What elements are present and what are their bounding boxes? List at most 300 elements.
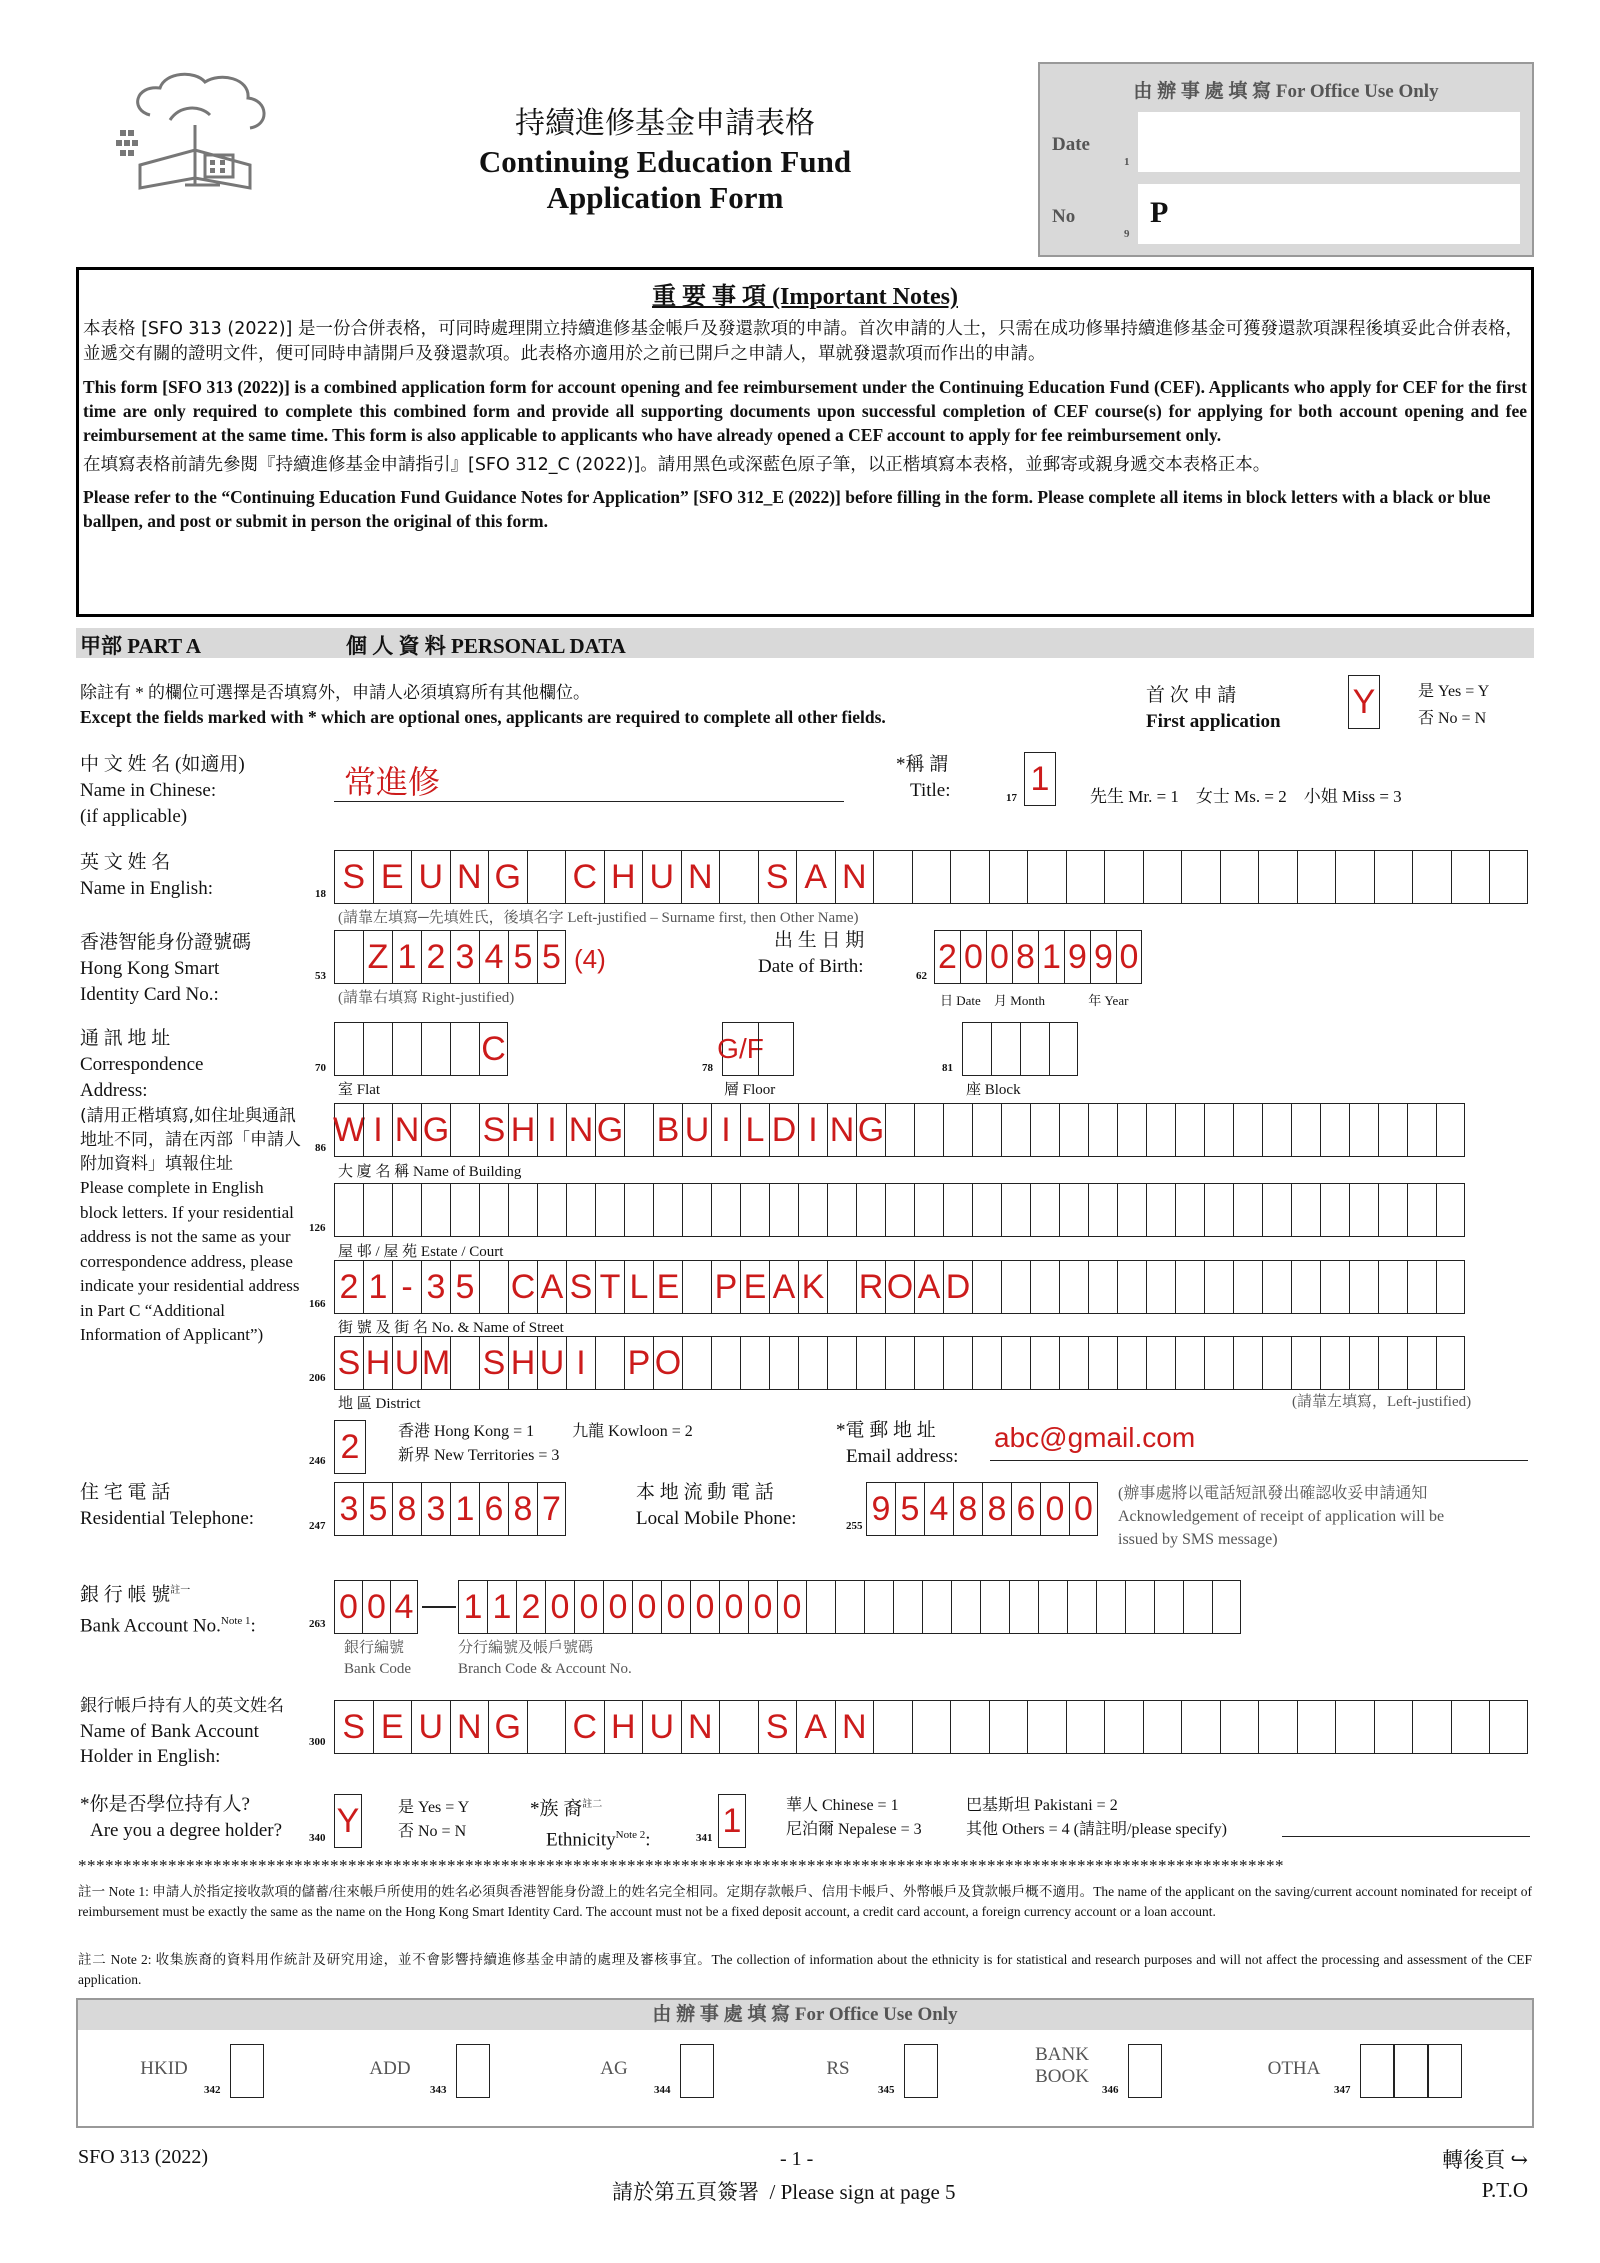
district-char-box[interactable]: M [421, 1336, 450, 1390]
block-char-box[interactable] [1020, 1022, 1049, 1076]
flat-char-box[interactable] [450, 1022, 479, 1076]
mobile-char-box[interactable]: 8 [953, 1482, 982, 1536]
street-char-box[interactable]: P [711, 1260, 740, 1314]
holder-char-box[interactable] [1412, 1700, 1451, 1754]
holder-char-box[interactable] [1335, 1700, 1374, 1754]
bankacct-char-box[interactable] [1009, 1580, 1038, 1634]
bankacct-char-box[interactable] [1067, 1580, 1096, 1634]
hkid-check-digit[interactable]: (4) [574, 944, 606, 974]
bankacct-char-box[interactable] [893, 1580, 922, 1634]
district-char-box[interactable] [1030, 1336, 1059, 1390]
office-date-field[interactable] [1138, 112, 1520, 172]
holder-char-box[interactable] [1143, 1700, 1182, 1754]
block-char-box[interactable] [991, 1022, 1020, 1076]
building-char-box[interactable] [1233, 1103, 1262, 1157]
street-char-box[interactable] [1436, 1260, 1465, 1314]
name_en-char-box[interactable] [1489, 850, 1528, 904]
street-char-box[interactable]: E [653, 1260, 682, 1314]
district-char-box[interactable] [769, 1336, 798, 1390]
holder-char-box[interactable]: E [373, 1700, 412, 1754]
building-char-box[interactable] [1001, 1103, 1030, 1157]
flat-char-box[interactable] [334, 1022, 363, 1076]
street-char-box[interactable] [1407, 1260, 1436, 1314]
estate-char-box[interactable] [769, 1183, 798, 1237]
estate-char-box[interactable] [363, 1183, 392, 1237]
mobile-char-box[interactable]: 9 [866, 1482, 895, 1536]
bankacct-char-box[interactable] [951, 1580, 980, 1634]
building-char-box[interactable]: G [421, 1103, 450, 1157]
mobile-char-box[interactable]: 0 [1040, 1482, 1069, 1536]
street-char-box[interactable]: L [624, 1260, 653, 1314]
district-char-box[interactable] [1378, 1336, 1407, 1390]
district-char-box[interactable]: U [537, 1336, 566, 1390]
district-char-box[interactable] [1204, 1336, 1233, 1390]
bankacct-char-box[interactable] [1183, 1580, 1212, 1634]
dob-char-box[interactable]: 9 [1064, 930, 1090, 984]
building-char-box[interactable] [1378, 1103, 1407, 1157]
estate-char-box[interactable] [1117, 1183, 1146, 1237]
name_en-char-box[interactable]: S [334, 850, 373, 904]
estate-char-box[interactable] [827, 1183, 856, 1237]
bankacct-char-box[interactable]: 0 [690, 1580, 719, 1634]
district-char-box[interactable] [1117, 1336, 1146, 1390]
hkid-boxes[interactable] [334, 930, 566, 984]
street-boxes[interactable] [334, 1260, 1465, 1314]
district-char-box[interactable] [740, 1336, 769, 1390]
holder-char-box[interactable]: C [565, 1700, 604, 1754]
office-no-field[interactable] [1138, 184, 1520, 244]
building-char-box[interactable] [914, 1103, 943, 1157]
building-char-box[interactable] [885, 1103, 914, 1157]
district-char-box[interactable] [1001, 1336, 1030, 1390]
street-char-box[interactable]: K [798, 1260, 827, 1314]
building-char-box[interactable]: S [479, 1103, 508, 1157]
district-char-box[interactable] [943, 1336, 972, 1390]
building-char-box[interactable]: H [508, 1103, 537, 1157]
holder-char-box[interactable]: N [681, 1700, 720, 1754]
building-char-box[interactable] [624, 1103, 653, 1157]
bank-acct-boxes[interactable] [458, 1580, 1241, 1634]
street-char-box[interactable]: O [885, 1260, 914, 1314]
district-char-box[interactable] [1349, 1336, 1378, 1390]
office-item-box[interactable] [1428, 2044, 1462, 2098]
holder-char-box[interactable]: A [796, 1700, 835, 1754]
street-char-box[interactable] [1378, 1260, 1407, 1314]
building-char-box[interactable]: N [827, 1103, 856, 1157]
holder-char-box[interactable]: S [758, 1700, 797, 1754]
district-char-box[interactable]: U [392, 1336, 421, 1390]
name_en-char-box[interactable] [1027, 850, 1066, 904]
street-char-box[interactable] [1349, 1260, 1378, 1314]
district-char-box[interactable] [711, 1336, 740, 1390]
bankacct-char-box[interactable] [806, 1580, 835, 1634]
estate-char-box[interactable] [1175, 1183, 1204, 1237]
dob-char-box[interactable]: 8 [1012, 930, 1038, 984]
estate-char-box[interactable] [653, 1183, 682, 1237]
street-char-box[interactable]: R [856, 1260, 885, 1314]
estate-char-box[interactable] [1320, 1183, 1349, 1237]
district-char-box[interactable] [1059, 1336, 1088, 1390]
bankacct-char-box[interactable]: 0 [777, 1580, 806, 1634]
estate-char-box[interactable] [1233, 1183, 1262, 1237]
office-item-box[interactable] [456, 2044, 490, 2098]
estate-char-box[interactable] [566, 1183, 595, 1237]
dob-char-box[interactable]: 9 [1090, 930, 1116, 984]
bankacct-char-box[interactable] [1125, 1580, 1154, 1634]
name_en-char-box[interactable] [1220, 850, 1259, 904]
building-char-box[interactable]: L [740, 1103, 769, 1157]
eth-others-field[interactable] [1282, 1818, 1530, 1837]
name_en-char-box[interactable] [1066, 850, 1105, 904]
block-boxes[interactable] [962, 1022, 1078, 1076]
estate-char-box[interactable] [1088, 1183, 1117, 1237]
building-char-box[interactable]: G [856, 1103, 885, 1157]
first-app-box[interactable]: Y [1348, 675, 1380, 729]
name_en-char-box[interactable]: A [796, 850, 835, 904]
holder-char-box[interactable] [1104, 1700, 1143, 1754]
name_en-char-box[interactable] [1258, 850, 1297, 904]
bankcode-char-box[interactable]: 0 [362, 1580, 390, 1634]
building-char-box[interactable] [1407, 1103, 1436, 1157]
name_en-char-box[interactable]: U [411, 850, 450, 904]
building-char-box[interactable] [1291, 1103, 1320, 1157]
district-char-box[interactable] [1262, 1336, 1291, 1390]
estate-char-box[interactable] [595, 1183, 624, 1237]
building-char-box[interactable] [1030, 1103, 1059, 1157]
street-char-box[interactable] [972, 1260, 1001, 1314]
holder-char-box[interactable] [1297, 1700, 1336, 1754]
district-char-box[interactable]: S [479, 1336, 508, 1390]
hkid-char-box[interactable]: 4 [479, 930, 508, 984]
bankacct-char-box[interactable]: 1 [487, 1580, 516, 1634]
restel-char-box[interactable]: 5 [363, 1482, 392, 1536]
dob-char-box[interactable]: 1 [1038, 930, 1064, 984]
restel-char-box[interactable]: 7 [537, 1482, 566, 1536]
street-char-box[interactable] [682, 1260, 711, 1314]
name_en-char-box[interactable]: N [450, 850, 489, 904]
district-char-box[interactable] [1436, 1336, 1465, 1390]
bankacct-char-box[interactable]: 0 [545, 1580, 574, 1634]
office-item-box[interactable] [230, 2044, 264, 2098]
district-char-box[interactable] [1233, 1336, 1262, 1390]
estate-char-box[interactable] [1146, 1183, 1175, 1237]
restel-char-box[interactable]: 8 [392, 1482, 421, 1536]
estate-char-box[interactable] [885, 1183, 914, 1237]
bankacct-char-box[interactable] [835, 1580, 864, 1634]
building-char-box[interactable]: B [653, 1103, 682, 1157]
building-char-box[interactable] [1204, 1103, 1233, 1157]
building-char-box[interactable]: U [682, 1103, 711, 1157]
street-char-box[interactable]: 3 [421, 1260, 450, 1314]
mobile-boxes[interactable] [866, 1482, 1098, 1536]
name_en-char-box[interactable]: N [681, 850, 720, 904]
building-char-box[interactable] [1088, 1103, 1117, 1157]
office-item-box[interactable] [1360, 2044, 1394, 2098]
bankacct-char-box[interactable]: 0 [603, 1580, 632, 1634]
estate-char-box[interactable] [856, 1183, 885, 1237]
res-tel-boxes[interactable] [334, 1482, 566, 1536]
mobile-char-box[interactable]: 0 [1069, 1482, 1098, 1536]
building-char-box[interactable] [1146, 1103, 1175, 1157]
bankacct-char-box[interactable]: 0 [719, 1580, 748, 1634]
holder-char-box[interactable]: H [604, 1700, 643, 1754]
bankacct-char-box[interactable]: 1 [458, 1580, 487, 1634]
district-char-box[interactable] [798, 1336, 827, 1390]
restel-char-box[interactable]: 8 [508, 1482, 537, 1536]
name_en-char-box[interactable]: G [488, 850, 527, 904]
district-char-box[interactable] [972, 1336, 1001, 1390]
name_en-char-box[interactable] [1143, 850, 1182, 904]
street-char-box[interactable] [1088, 1260, 1117, 1314]
estate-char-box[interactable] [914, 1183, 943, 1237]
estate-char-box[interactable] [711, 1183, 740, 1237]
email-field[interactable] [990, 1420, 1528, 1461]
district-char-box[interactable]: H [508, 1336, 537, 1390]
district-char-box[interactable] [450, 1336, 479, 1390]
district-char-box[interactable] [682, 1336, 711, 1390]
bankacct-char-box[interactable] [922, 1580, 951, 1634]
hkid-char-box[interactable]: 1 [392, 930, 421, 984]
holder-boxes[interactable] [334, 1700, 1528, 1754]
street-char-box[interactable] [1320, 1260, 1349, 1314]
district-char-box[interactable] [1146, 1336, 1175, 1390]
name_en-char-box[interactable]: S [758, 850, 797, 904]
street-char-box[interactable]: 2 [334, 1260, 363, 1314]
building-char-box[interactable]: N [392, 1103, 421, 1157]
dob-char-box[interactable]: 0 [1116, 930, 1142, 984]
building-char-box[interactable]: I [798, 1103, 827, 1157]
name_en-char-box[interactable] [1181, 850, 1220, 904]
flat-char-box[interactable]: C [479, 1022, 508, 1076]
district-char-box[interactable] [885, 1336, 914, 1390]
restel-char-box[interactable]: 1 [450, 1482, 479, 1536]
estate-char-box[interactable] [943, 1183, 972, 1237]
area-box[interactable]: 2 [334, 1420, 366, 1474]
name_en-char-box[interactable] [1451, 850, 1490, 904]
street-char-box[interactable] [1117, 1260, 1146, 1314]
name_en-char-box[interactable] [989, 850, 1028, 904]
name_en-char-box[interactable]: E [373, 850, 412, 904]
name-zh-field[interactable] [334, 757, 844, 802]
holder-char-box[interactable]: S [334, 1700, 373, 1754]
district-char-box[interactable] [595, 1336, 624, 1390]
dob-char-box[interactable]: 0 [960, 930, 986, 984]
holder-char-box[interactable] [1489, 1700, 1528, 1754]
holder-char-box[interactable] [1451, 1700, 1490, 1754]
hkid-char-box[interactable]: Z [363, 930, 392, 984]
title-box[interactable]: 1 [1024, 752, 1056, 806]
hkid-char-box[interactable]: 5 [508, 930, 537, 984]
estate-char-box[interactable] [392, 1183, 421, 1237]
holder-char-box[interactable]: N [450, 1700, 489, 1754]
street-char-box[interactable] [1233, 1260, 1262, 1314]
name_en-char-box[interactable] [1104, 850, 1143, 904]
office-item-box[interactable] [904, 2044, 938, 2098]
building-char-box[interactable]: W [334, 1103, 363, 1157]
district-char-box[interactable] [1175, 1336, 1204, 1390]
holder-char-box[interactable] [1374, 1700, 1413, 1754]
estate-char-box[interactable] [1349, 1183, 1378, 1237]
dob-boxes[interactable] [934, 930, 1142, 984]
building-char-box[interactable]: I [711, 1103, 740, 1157]
estate-char-box[interactable] [798, 1183, 827, 1237]
name_en-char-box[interactable] [527, 850, 566, 904]
district-char-box[interactable] [1320, 1336, 1349, 1390]
estate-char-box[interactable] [1204, 1183, 1233, 1237]
name_en-char-box[interactable] [1335, 850, 1374, 904]
bankacct-char-box[interactable]: 0 [632, 1580, 661, 1634]
estate-char-box[interactable] [624, 1183, 653, 1237]
block-char-box[interactable] [962, 1022, 991, 1076]
building-char-box[interactable]: D [769, 1103, 798, 1157]
floor-boxes[interactable] [717, 1022, 794, 1076]
bank-code-boxes[interactable] [334, 1580, 418, 1634]
street-char-box[interactable] [1146, 1260, 1175, 1314]
holder-char-box[interactable] [527, 1700, 566, 1754]
building-char-box[interactable] [943, 1103, 972, 1157]
holder-char-box[interactable] [912, 1700, 951, 1754]
building-char-box[interactable] [1320, 1103, 1349, 1157]
floor-char-box[interactable] [758, 1022, 794, 1076]
holder-char-box[interactable]: G [488, 1700, 527, 1754]
hkid-char-box[interactable]: 5 [537, 930, 566, 984]
bankacct-char-box[interactable]: 0 [748, 1580, 777, 1634]
estate-char-box[interactable] [972, 1183, 1001, 1237]
district-char-box[interactable]: H [363, 1336, 392, 1390]
street-char-box[interactable]: 5 [450, 1260, 479, 1314]
street-char-box[interactable] [1059, 1260, 1088, 1314]
building-char-box[interactable] [450, 1103, 479, 1157]
name_en-char-box[interactable]: C [565, 850, 604, 904]
street-char-box[interactable] [1030, 1260, 1059, 1314]
street-char-box[interactable] [1175, 1260, 1204, 1314]
block-char-box[interactable] [1049, 1022, 1078, 1076]
building-char-box[interactable] [1175, 1103, 1204, 1157]
office-item-box[interactable] [1128, 2044, 1162, 2098]
estate-char-box[interactable] [479, 1183, 508, 1237]
dob-char-box[interactable]: 0 [986, 930, 1012, 984]
building-boxes[interactable] [334, 1103, 1465, 1157]
bankacct-char-box[interactable]: 0 [574, 1580, 603, 1634]
street-char-box[interactable] [479, 1260, 508, 1314]
hkid-char-box[interactable]: 2 [421, 930, 450, 984]
bankcode-char-box[interactable]: 4 [390, 1580, 418, 1634]
district-char-box[interactable] [827, 1336, 856, 1390]
floor-char-box[interactable]: G/F [722, 1022, 758, 1076]
holder-char-box[interactable] [1027, 1700, 1066, 1754]
hkid-char-box[interactable]: 3 [450, 930, 479, 984]
name_en-char-box[interactable] [950, 850, 989, 904]
estate-char-box[interactable] [1378, 1183, 1407, 1237]
holder-char-box[interactable]: U [642, 1700, 681, 1754]
holder-char-box[interactable] [1220, 1700, 1259, 1754]
estate-char-box[interactable] [450, 1183, 479, 1237]
holder-char-box[interactable] [719, 1700, 758, 1754]
estate-char-box[interactable] [1030, 1183, 1059, 1237]
district-char-box[interactable] [1291, 1336, 1320, 1390]
flat-char-box[interactable] [363, 1022, 392, 1076]
restel-char-box[interactable]: 6 [479, 1482, 508, 1536]
estate-char-box[interactable] [1059, 1183, 1088, 1237]
district-boxes[interactable] [334, 1336, 1465, 1390]
street-char-box[interactable]: S [566, 1260, 595, 1314]
estate-char-box[interactable] [1291, 1183, 1320, 1237]
estate-char-box[interactable] [537, 1183, 566, 1237]
bankcode-char-box[interactable]: 0 [334, 1580, 362, 1634]
estate-char-box[interactable] [682, 1183, 711, 1237]
street-char-box[interactable] [1001, 1260, 1030, 1314]
estate-char-box[interactable] [334, 1183, 363, 1237]
street-char-box[interactable] [1291, 1260, 1320, 1314]
eth-box[interactable]: 1 [718, 1794, 746, 1848]
street-char-box[interactable]: D [943, 1260, 972, 1314]
mobile-char-box[interactable]: 8 [982, 1482, 1011, 1536]
flat-boxes[interactable] [334, 1022, 508, 1076]
bankacct-char-box[interactable] [1154, 1580, 1183, 1634]
district-char-box[interactable]: P [624, 1336, 653, 1390]
mobile-char-box[interactable]: 4 [924, 1482, 953, 1536]
name_en-char-box[interactable]: N [835, 850, 874, 904]
holder-char-box[interactable]: N [835, 1700, 874, 1754]
bankacct-char-box[interactable] [864, 1580, 893, 1634]
district-char-box[interactable] [856, 1336, 885, 1390]
district-char-box[interactable]: I [566, 1336, 595, 1390]
flat-char-box[interactable] [421, 1022, 450, 1076]
district-char-box[interactable]: O [653, 1336, 682, 1390]
holder-char-box[interactable] [989, 1700, 1028, 1754]
name_en-char-box[interactable] [912, 850, 951, 904]
name_en-char-box[interactable]: U [642, 850, 681, 904]
name-en-boxes[interactable] [334, 850, 1528, 904]
mobile-char-box[interactable]: 6 [1011, 1482, 1040, 1536]
name_en-char-box[interactable] [1374, 850, 1413, 904]
building-char-box[interactable] [1262, 1103, 1291, 1157]
holder-char-box[interactable]: U [411, 1700, 450, 1754]
district-char-box[interactable] [1088, 1336, 1117, 1390]
street-char-box[interactable] [1262, 1260, 1291, 1314]
building-char-box[interactable]: I [363, 1103, 392, 1157]
estate-char-box[interactable] [1407, 1183, 1436, 1237]
building-char-box[interactable] [1436, 1103, 1465, 1157]
bankacct-char-box[interactable] [1212, 1580, 1241, 1634]
degree-box[interactable]: Y [334, 1794, 362, 1848]
street-char-box[interactable]: E [740, 1260, 769, 1314]
office-item-box[interactable] [1394, 2044, 1428, 2098]
street-char-box[interactable]: T [595, 1260, 624, 1314]
name_en-char-box[interactable] [719, 850, 758, 904]
bankacct-char-box[interactable]: 2 [516, 1580, 545, 1634]
estate-char-box[interactable] [508, 1183, 537, 1237]
street-char-box[interactable]: A [914, 1260, 943, 1314]
name_en-char-box[interactable] [1297, 850, 1336, 904]
street-char-box[interactable]: - [392, 1260, 421, 1314]
mobile-char-box[interactable]: 5 [895, 1482, 924, 1536]
estate-char-box[interactable] [1262, 1183, 1291, 1237]
district-char-box[interactable] [1407, 1336, 1436, 1390]
bankacct-char-box[interactable]: 0 [661, 1580, 690, 1634]
holder-char-box[interactable] [1258, 1700, 1297, 1754]
hkid-char-box[interactable] [334, 930, 363, 984]
street-char-box[interactable]: 1 [363, 1260, 392, 1314]
bankacct-char-box[interactable] [980, 1580, 1009, 1634]
building-char-box[interactable]: G [595, 1103, 624, 1157]
estate-char-box[interactable] [1436, 1183, 1465, 1237]
restel-char-box[interactable]: 3 [334, 1482, 363, 1536]
street-char-box[interactable] [1204, 1260, 1233, 1314]
estate-char-box[interactable] [740, 1183, 769, 1237]
estate-char-box[interactable] [1001, 1183, 1030, 1237]
district-char-box[interactable] [914, 1336, 943, 1390]
